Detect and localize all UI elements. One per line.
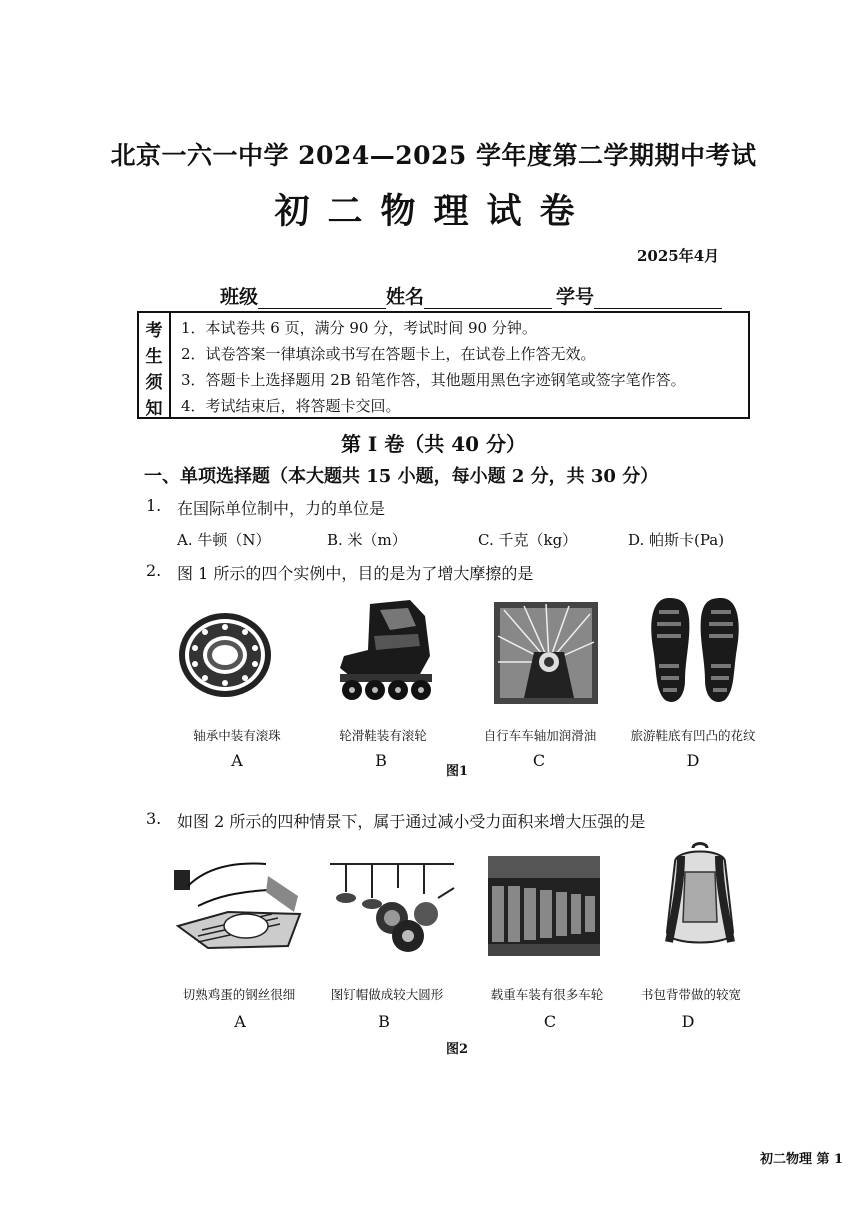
- q3-caption-d: 书包背带做的较宽: [640, 987, 741, 1002]
- sneaker-sole-image[interactable]: [645, 594, 745, 706]
- section1-heading: 一、单项选择题（本大题共 15 小题，每小题 2 分，共 30 分）: [144, 466, 659, 487]
- notice-item: 4．考试结束后，将答题卡交回。: [181, 397, 401, 415]
- q1-text: 在国际单位制中，力的单位是: [177, 499, 386, 518]
- q1-option-b[interactable]: B. 米（m）: [327, 531, 407, 549]
- id-label: 学号: [556, 286, 595, 308]
- exam-subtitle: 初二物理试卷: [274, 191, 593, 232]
- q3-text: 如图 2 所示的四种情景下，属于通过减小受力面积来增大压强的是: [177, 812, 646, 831]
- thumbtack-image[interactable]: [326, 858, 458, 954]
- q3-letter-b: B: [378, 1012, 390, 1031]
- q3-letter-d: D: [681, 1012, 695, 1031]
- exam-date: 2025年4月: [637, 247, 720, 265]
- page-footer: 初二物理 第 1: [760, 1152, 844, 1167]
- q2-number: 2.: [146, 561, 162, 580]
- roller-skate-image[interactable]: [330, 596, 438, 704]
- q2-letter-b: B: [375, 751, 387, 770]
- figure2-label: 图2: [446, 1042, 469, 1057]
- q2-caption-d: 旅游鞋底有凹凸的花纹: [630, 728, 756, 743]
- notice-side-char: 生: [145, 347, 163, 367]
- q2-letter-d: D: [686, 751, 700, 770]
- q2-caption-a: 轴承中装有滚珠: [193, 728, 281, 743]
- name-label: 姓名: [386, 286, 425, 308]
- figure1-label: 图1: [446, 764, 469, 779]
- q1-option-a[interactable]: A. 牛顿（N）: [177, 531, 271, 549]
- q3-letter-a: A: [234, 1012, 246, 1031]
- backpack-image[interactable]: [655, 842, 745, 952]
- q2-letter-c: C: [532, 751, 546, 770]
- exam-title: 北京一六一中学 2024—2025 学年度第二学期期中考试: [110, 141, 757, 170]
- q3-number: 3.: [146, 809, 162, 828]
- egg-slicer-image[interactable]: [168, 856, 304, 952]
- q3-letter-c: C: [543, 1012, 557, 1031]
- name-blank[interactable]: [424, 288, 552, 309]
- q1-option-d[interactable]: D. 帕斯卡(Pa): [628, 531, 725, 549]
- q2-letter-a: A: [231, 751, 243, 770]
- q2-caption-b: 轮滑鞋装有滚轮: [339, 728, 427, 743]
- notice-item: 2．试卷答案一律填涂或书写在答题卡上，在试卷上作答无效。: [181, 345, 596, 363]
- truck-wheels-image[interactable]: [488, 856, 600, 956]
- class-blank[interactable]: [258, 288, 386, 309]
- bearing-image[interactable]: [175, 610, 275, 700]
- q1-number: 1.: [146, 496, 162, 515]
- bicycle-axle-image[interactable]: [494, 602, 598, 704]
- part1-heading: 第 I 卷（共 40 分）: [340, 432, 527, 456]
- notice-item: 3．答题卡上选择题用 2B 铅笔作答，其他题用黑色字迹钢笔或签字笔作答。: [181, 371, 686, 389]
- notice-side-char: 知: [145, 399, 163, 419]
- q3-caption-c: 载重车装有很多车轮: [490, 987, 604, 1002]
- notice-side-char: 考: [145, 321, 163, 341]
- class-label: 班级: [220, 286, 259, 308]
- notice-item: 1．本试卷共 6 页，满分 90 分，考试时间 90 分钟。: [181, 319, 537, 337]
- notice-box: [137, 311, 750, 419]
- notice-side-char: 须: [145, 373, 163, 393]
- q3-caption-b: 图钉帽做成较大圆形: [330, 987, 444, 1002]
- q2-caption-c: 自行车车轴加润滑油: [483, 728, 597, 743]
- info-line: [220, 282, 722, 309]
- q1-option-c[interactable]: C. 千克（kg）: [478, 531, 578, 549]
- id-blank[interactable]: [594, 288, 722, 309]
- q3-caption-a: 切熟鸡蛋的钢丝很细: [182, 987, 296, 1002]
- notice-side: [139, 313, 171, 417]
- q2-text: 图 1 所示的四个实例中，目的是为了增大摩擦的是: [177, 564, 534, 583]
